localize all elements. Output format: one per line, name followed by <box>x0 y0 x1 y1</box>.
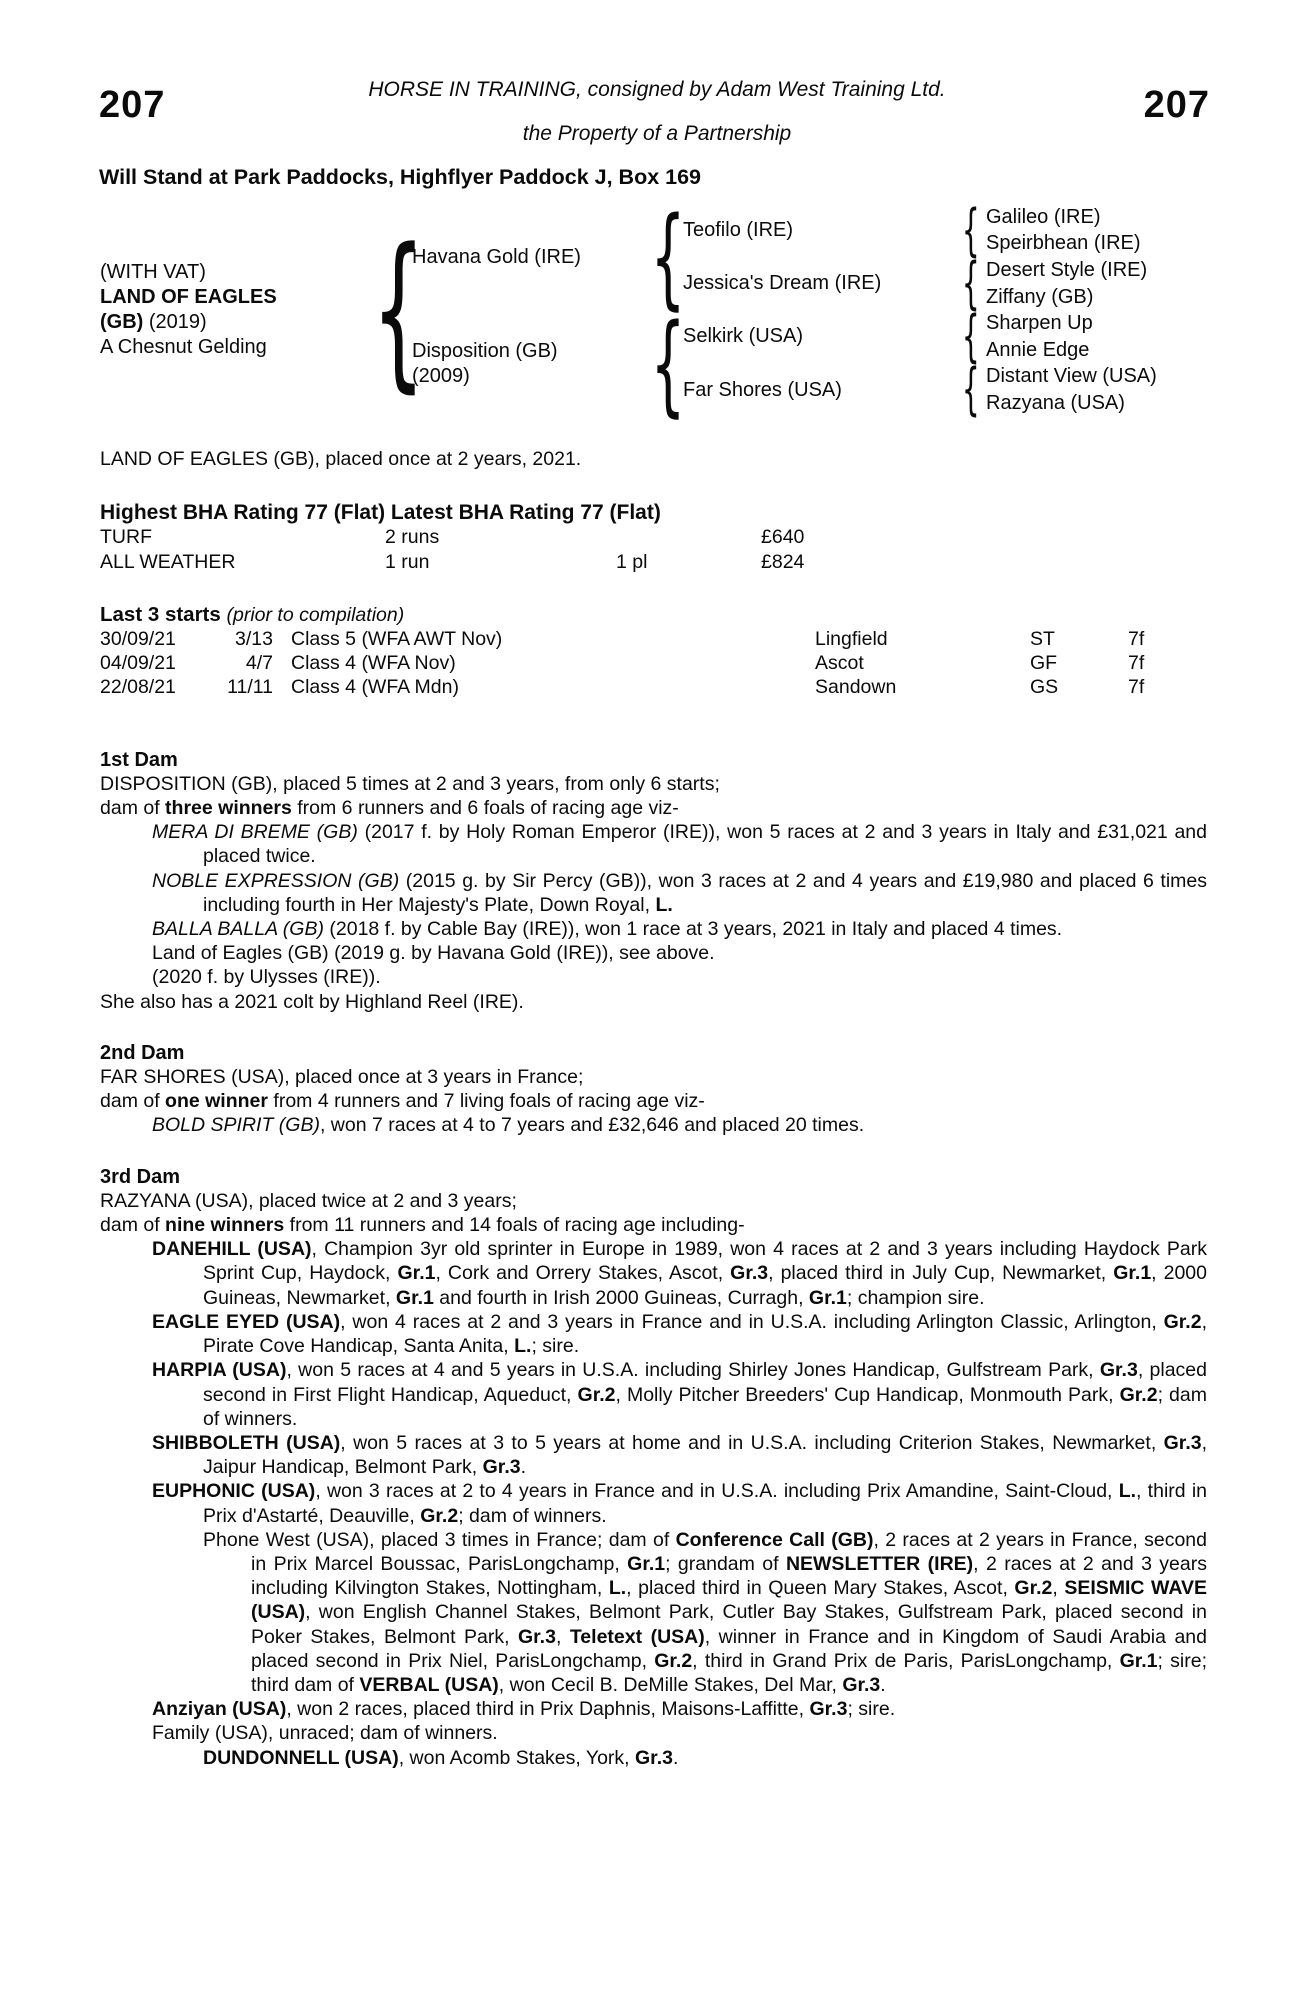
catalogue-body <box>100 447 1207 1770</box>
subject-name: LAND OF EAGLES <box>100 286 277 309</box>
pedigree-paragraph: She also has a 2021 colt by Highland Reel (IRE). <box>100 990 524 1013</box>
surface-record-row <box>100 550 1207 574</box>
last-starts-table <box>100 627 1207 700</box>
dam-sections <box>100 748 1207 1770</box>
surface-cell: TURF <box>100 526 152 549</box>
pedigree-brace-dam-icon: { <box>650 299 686 428</box>
dam-section-3rd-dam <box>100 1165 1207 1770</box>
pedigree-paragraph: dam of nine winners from 11 runners and 14 foals of racing age including- <box>100 1214 745 1237</box>
pedigree-great-grandsire-2: Desert Style (IRE) <box>986 258 1148 281</box>
subject-description: A Chesnut Gelding <box>100 336 267 359</box>
pedigree-paragraph: Family (USA), unraced; dam of winners. <box>152 1722 498 1745</box>
earnings-cell: £824 <box>761 550 805 573</box>
pedigree-paragraph: Phone West (USA), placed 3 times in France; dam of Conference Call (GB), 2 races at 2 years in France, second in Prix Marcel Boussac, ParisLongchamp, Gr.1; grandam of NEWSLETTER (IRE), 2 races at 2 and 3 years including Kilvington Stakes, Nottingham, L., placed third in Queen Mary Stakes, Ascot, Gr.2, SEISMIC WAVE (USA), won English Channel Stakes, Belmont Park, Cutler Bay Stakes, Gulfstream Park, placed second in Poker Stakes, Belmont Park, Gr.3, Teletext (USA), winner in France and in Kingdom of Saudi Arabia and placed second in Prix Niel, ParisLongchamp, Gr.2, third in Grand Prix de Paris, ParisLongchamp, Gr.1; sire; third dam of VERBAL (USA), won Cecil B. DeMille Stakes, Del Mar, Gr.3. <box>203 1528 1207 1696</box>
dam-section-heading: 1st Dam <box>100 748 178 771</box>
subject-origin-year: (GB) (2019) <box>100 311 207 334</box>
distance-cell: 7f <box>1128 676 1145 699</box>
pedigree-paragraph: SHIBBOLETH (USA), won 5 races at 3 to 5 years at home and in U.S.A. including Criterion Stakes, Newmarket, Gr.3, Jaipur Handicap, Belmont Park, Gr.3. <box>152 1431 1208 1479</box>
race-cell: Class 5 (WFA AWT Nov) <box>291 628 503 651</box>
date-cell: 22/08/21 <box>100 676 176 699</box>
pedigree-paragraph: Land of Eagles (GB) (2019 g. by Havana Gold (IRE)), see above. <box>152 942 715 965</box>
pedigree-paragraph: NOBLE EXPRESSION (GB) (2015 g. by Sir Percy (GB)), won 3 races at 2 and 4 years and £19,980 and placed 6 times including fourth in Her Majesty's Plate, Down Royal, L. <box>152 869 1207 916</box>
position-cell: 3/13 <box>235 628 273 651</box>
going-cell: GS <box>1030 676 1059 699</box>
runs-cell: 2 runs <box>385 526 440 549</box>
pedigree-sire-dam: Jessica's Dream (IRE) <box>683 272 882 295</box>
pedigree-great-granddam-1: Speirbhean (IRE) <box>986 232 1141 255</box>
surface-record-row <box>100 525 1207 549</box>
pedigree-paragraph: BOLD SPIRIT (GB), won 7 races at 4 to 7 years and £32,646 and placed 20 times. <box>152 1114 865 1137</box>
bha-rating-heading: Highest BHA Rating 77 (Flat) Latest BHA Rating 77 (Flat) <box>100 501 661 525</box>
pedigree-paragraph: FAR SHORES (USA), placed once at 3 years in France; <box>100 1066 584 1089</box>
pedigree-brace-pair2-icon: { <box>961 250 980 316</box>
pedigree-subject <box>100 204 385 417</box>
vat-note: (WITH VAT) <box>100 261 206 284</box>
dam-section-heading: 2nd Dam <box>100 1041 185 1064</box>
pedigree-paragraph: dam of three winners from 6 runners and 6 foals of racing age viz- <box>100 797 679 820</box>
placings-cell: 1 pl <box>616 550 648 573</box>
race-cell: Class 4 (WFA Nov) <box>291 652 456 675</box>
pedigree-sire-sire: Teofilo (IRE) <box>683 219 794 242</box>
pedigree-brace-subject-icon: { <box>371 212 426 409</box>
last-start-row <box>100 627 1207 651</box>
stand-location-line: Will Stand at Park Paddocks, Highflyer Paddock J, Box 169 <box>99 165 701 189</box>
pedigree-great-grandsire-3: Sharpen Up <box>986 312 1093 335</box>
pedigree-paragraph: DUNDONNELL (USA), won Acomb Stakes, York, Gr.3. <box>203 1746 679 1769</box>
pedigree-great-granddam-4: Razyana (USA) <box>986 391 1125 414</box>
earnings-cell: £640 <box>761 526 805 549</box>
runs-cell: 1 run <box>385 550 430 573</box>
pedigree-paragraph: BALLA BALLA (GB) (2018 f. by Cable Bay (IRE)), won 1 race at 3 years, 2021 in Italy and placed 4 times. <box>152 918 1063 941</box>
placings-cell <box>616 525 761 549</box>
pedigree-great-grandsire-4: Distant View (USA) <box>986 365 1157 388</box>
dam-section-2nd-dam <box>100 1041 1207 1138</box>
distance-cell: 7f <box>1128 652 1145 675</box>
pedigree-brace-pair3-icon: { <box>961 303 980 369</box>
pedigree-paragraph: dam of one winner from 4 runners and 7 living foals of racing age viz- <box>100 1090 705 1113</box>
pedigree-dam-dam: Far Shores (USA) <box>683 378 842 401</box>
race-cell: Class 4 (WFA Mdn) <box>291 676 459 699</box>
pedigree-brace-pair1-icon: { <box>961 197 980 263</box>
course-cell: Sandown <box>815 676 897 699</box>
pedigree-paragraph: DANEHILL (USA), Champion 3yr old sprinter in Europe in 1989, won 4 races at 2 and 3 years including Haydock Park Sprint Cup, Haydock, Gr.1, Cork and Orrery Stakes, Ascot, Gr.3, placed third in July Cup, Newmarket, Gr.1, 2000 Guineas, Newmarket, Gr.1 and fourth in Irish 2000 Guineas, Curragh, Gr.1; champion sire. <box>152 1238 1207 1309</box>
position-cell: 11/11 <box>227 676 273 699</box>
dam-section-heading: 3rd Dam <box>100 1165 181 1188</box>
date-cell: 04/09/21 <box>100 652 176 675</box>
pedigree-chart <box>100 193 1210 428</box>
consignor-line: HORSE IN TRAINING, consigned by Adam West Training Ltd. <box>368 78 946 101</box>
going-cell: GF <box>1030 652 1058 675</box>
surface-record-table <box>100 525 1207 573</box>
position-cell: 4/7 <box>245 652 273 675</box>
pedigree-paragraph: (2020 f. by Ulysses (IRE)). <box>152 966 381 989</box>
last-starts-heading: Last 3 starts (prior to compilation) <box>100 602 405 626</box>
lot-number-right: 207 <box>1143 84 1210 126</box>
course-cell: Lingfield <box>815 628 888 651</box>
pedigree-paragraph: HARPIA (USA), won 5 races at 4 and 5 years in U.S.A. including Shirley Jones Handicap, Gulfstream Park, Gr.3, placed second in First Flight Handicap, Aqueduct, Gr.2, Molly Pitcher Breeders' Cup Handicap, Monmouth Park, Gr.2; dam of winners. <box>152 1359 1207 1430</box>
pedigree-sire: Havana Gold (IRE) <box>412 245 581 268</box>
dam-section-1st-dam <box>100 748 1207 1014</box>
pedigree-paragraph: MERA DI BREME (GB) (2017 f. by Holy Roman Emperor (IRE)), won 5 races at 2 and 3 years in Italy and £31,021 and placed twice. <box>152 821 1208 868</box>
pedigree-dam-sire: Selkirk (USA) <box>683 325 804 348</box>
pedigree-paragraph: DISPOSITION (GB), placed 5 times at 2 and 3 years, from only 6 starts; <box>100 772 720 795</box>
going-cell: ST <box>1030 628 1055 651</box>
pedigree-paragraph: EUPHONIC (USA), won 3 races at 2 to 4 years in France and in U.S.A. including Prix Amandine, Saint-Cloud, L., third in Prix d'Astarté, Deauville, Gr.2; dam of winners. <box>152 1480 1208 1527</box>
pedigree-great-grandsire-1: Galileo (IRE) <box>986 205 1101 228</box>
distance-cell: 7f <box>1128 628 1145 651</box>
pedigree-brace-sire-icon: { <box>650 193 686 322</box>
lot-number-left: 207 <box>99 84 166 126</box>
pedigree-great-granddam-3: Annie Edge <box>986 338 1090 361</box>
pedigree-great-granddam-2: Ziffany (GB) <box>986 285 1094 308</box>
course-cell: Ascot <box>815 652 864 675</box>
pedigree-brace-pair4-icon: { <box>961 357 980 423</box>
last-start-row <box>100 675 1207 699</box>
race-summary-line: LAND OF EAGLES (GB), placed once at 2 years, 2021. <box>100 448 582 470</box>
pedigree-dam: Disposition (GB) (2009) <box>412 339 558 387</box>
surface-cell: ALL WEATHER <box>100 550 236 573</box>
pedigree-paragraph: RAZYANA (USA), placed twice at 2 and 3 years; <box>100 1189 517 1212</box>
property-line: the Property of a Partnership <box>522 122 792 145</box>
pedigree-paragraph: EAGLE EYED (USA), won 4 races at 2 and 3 years in France and in U.S.A. including Arlington Classic, Arlington, Gr.2, Pirate Cove Handicap, Santa Anita, L.; sire. <box>152 1310 1207 1358</box>
date-cell: 30/09/21 <box>100 628 176 651</box>
last-start-row <box>100 651 1207 675</box>
pedigree-paragraph: Anziyan (USA), won 2 races, placed third in Prix Daphnis, Maisons-Laffitte, Gr.3; sire. <box>152 1698 896 1721</box>
